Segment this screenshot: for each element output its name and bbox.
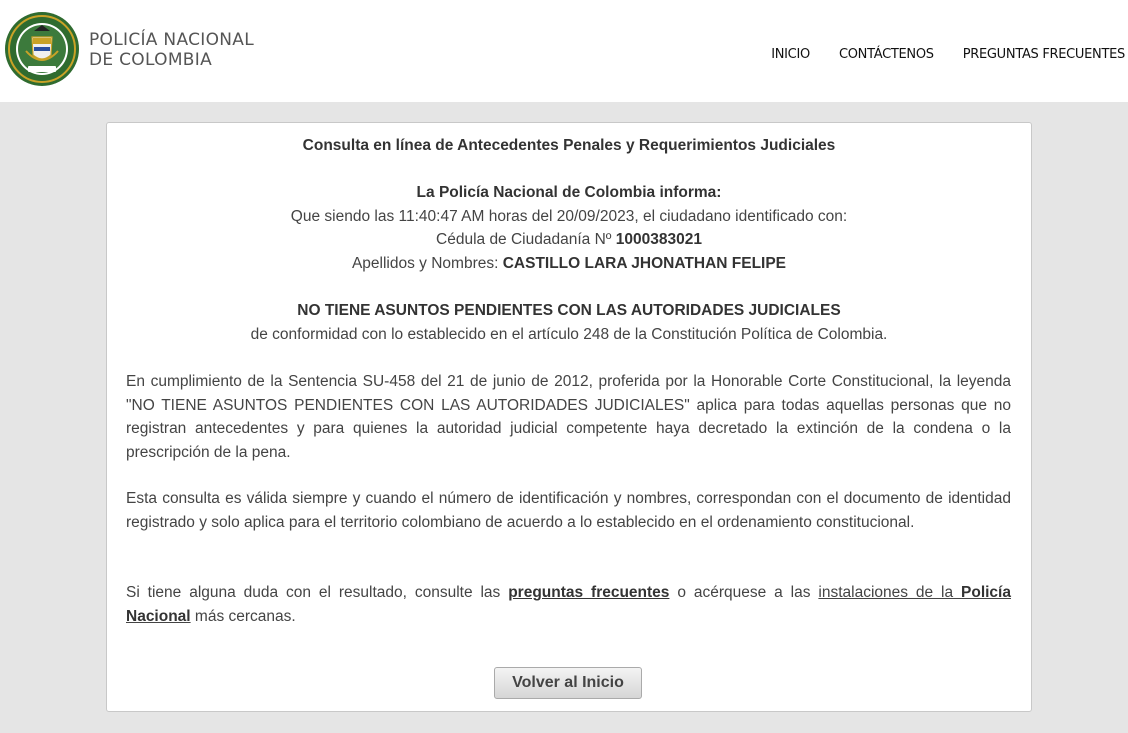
document-line [107, 228, 1031, 252]
police-emblem-icon[interactable] [4, 11, 80, 87]
brand-line-2: DE COLOMBIA [89, 50, 213, 70]
help-text-1: Si tiene alguna duda con el resultado, consulte las [126, 584, 509, 601]
document-label: Cédula de Ciudadanía Nº [436, 231, 616, 248]
help-text-3: más cercanas. [190, 607, 296, 625]
nav-preguntas-frecuentes[interactable]: PREGUNTAS FRECUENTES [962, 47, 1125, 62]
name-value: CASTILLO LARA JHONATHAN FELIPE [502, 254, 787, 272]
nav-inicio[interactable]: INICIO [771, 47, 810, 62]
brand-line-1: POLICÍA NACIONAL [89, 30, 254, 50]
time-line: Que siendo las 11:40:47 AM horas del 20/09/2023, el ciudadano identificado con: [290, 207, 848, 225]
sentencia-paragraph: En cumplimiento de la Sentencia SU-458 del 21 de junio de 2012, proferida por la Honorable Corte Constitucional, la leyenda "NO TIENE ASUNTOS PENDIENTES CON LAS AUTORIDADES JUDICIALES" aplica para todas aquellas personas que no registran antecedentes y para quienes la autoridad judicial competente haya decretado la extinción de la condena o la prescripción de la pena. [126, 373, 1011, 461]
status-text: NO TIENE ASUNTOS PENDIENTES CON LAS AUTORIDADES JUDICIALES [297, 302, 841, 319]
back-home-button[interactable]: Volver al Inicio [494, 667, 642, 699]
result-panel [106, 122, 1032, 712]
top-nav [742, 47, 1125, 62]
installations-link-bold: Policía Nacional [126, 584, 1011, 625]
site-header [0, 0, 1128, 102]
informa-heading: La Policía Nacional de Colombia informa: [416, 184, 722, 201]
brand-name [89, 30, 254, 70]
name-line [107, 252, 1031, 276]
faq-link[interactable]: preguntas frecuentes [508, 584, 670, 601]
help-paragraph [126, 581, 1011, 628]
status-block [107, 299, 1031, 346]
validity-paragraph: Esta consulta es válida siempre y cuando el número de identificación y nombres, correspondan con el documento de identidad registrado y solo aplica para el territorio colombiano de acuerdo a lo establecido en el ordenamiento constitucional. [126, 490, 1011, 531]
help-text-2: o acérquese a las [669, 584, 819, 601]
status-note: de conformidad con lo establecido en el artículo 248 de la Constitución Política de Colombia. [250, 325, 888, 343]
name-label: Apellidos y Nombres: [351, 254, 503, 272]
page-title: Consulta en línea de Antecedentes Penales y Requerimientos Judiciales [302, 137, 836, 154]
citizen-info [107, 181, 1031, 275]
document-number: 1000383021 [615, 231, 702, 248]
installations-link-text: instalaciones de la [818, 584, 962, 601]
nav-contactenos[interactable]: CONTÁCTENOS [838, 47, 934, 62]
